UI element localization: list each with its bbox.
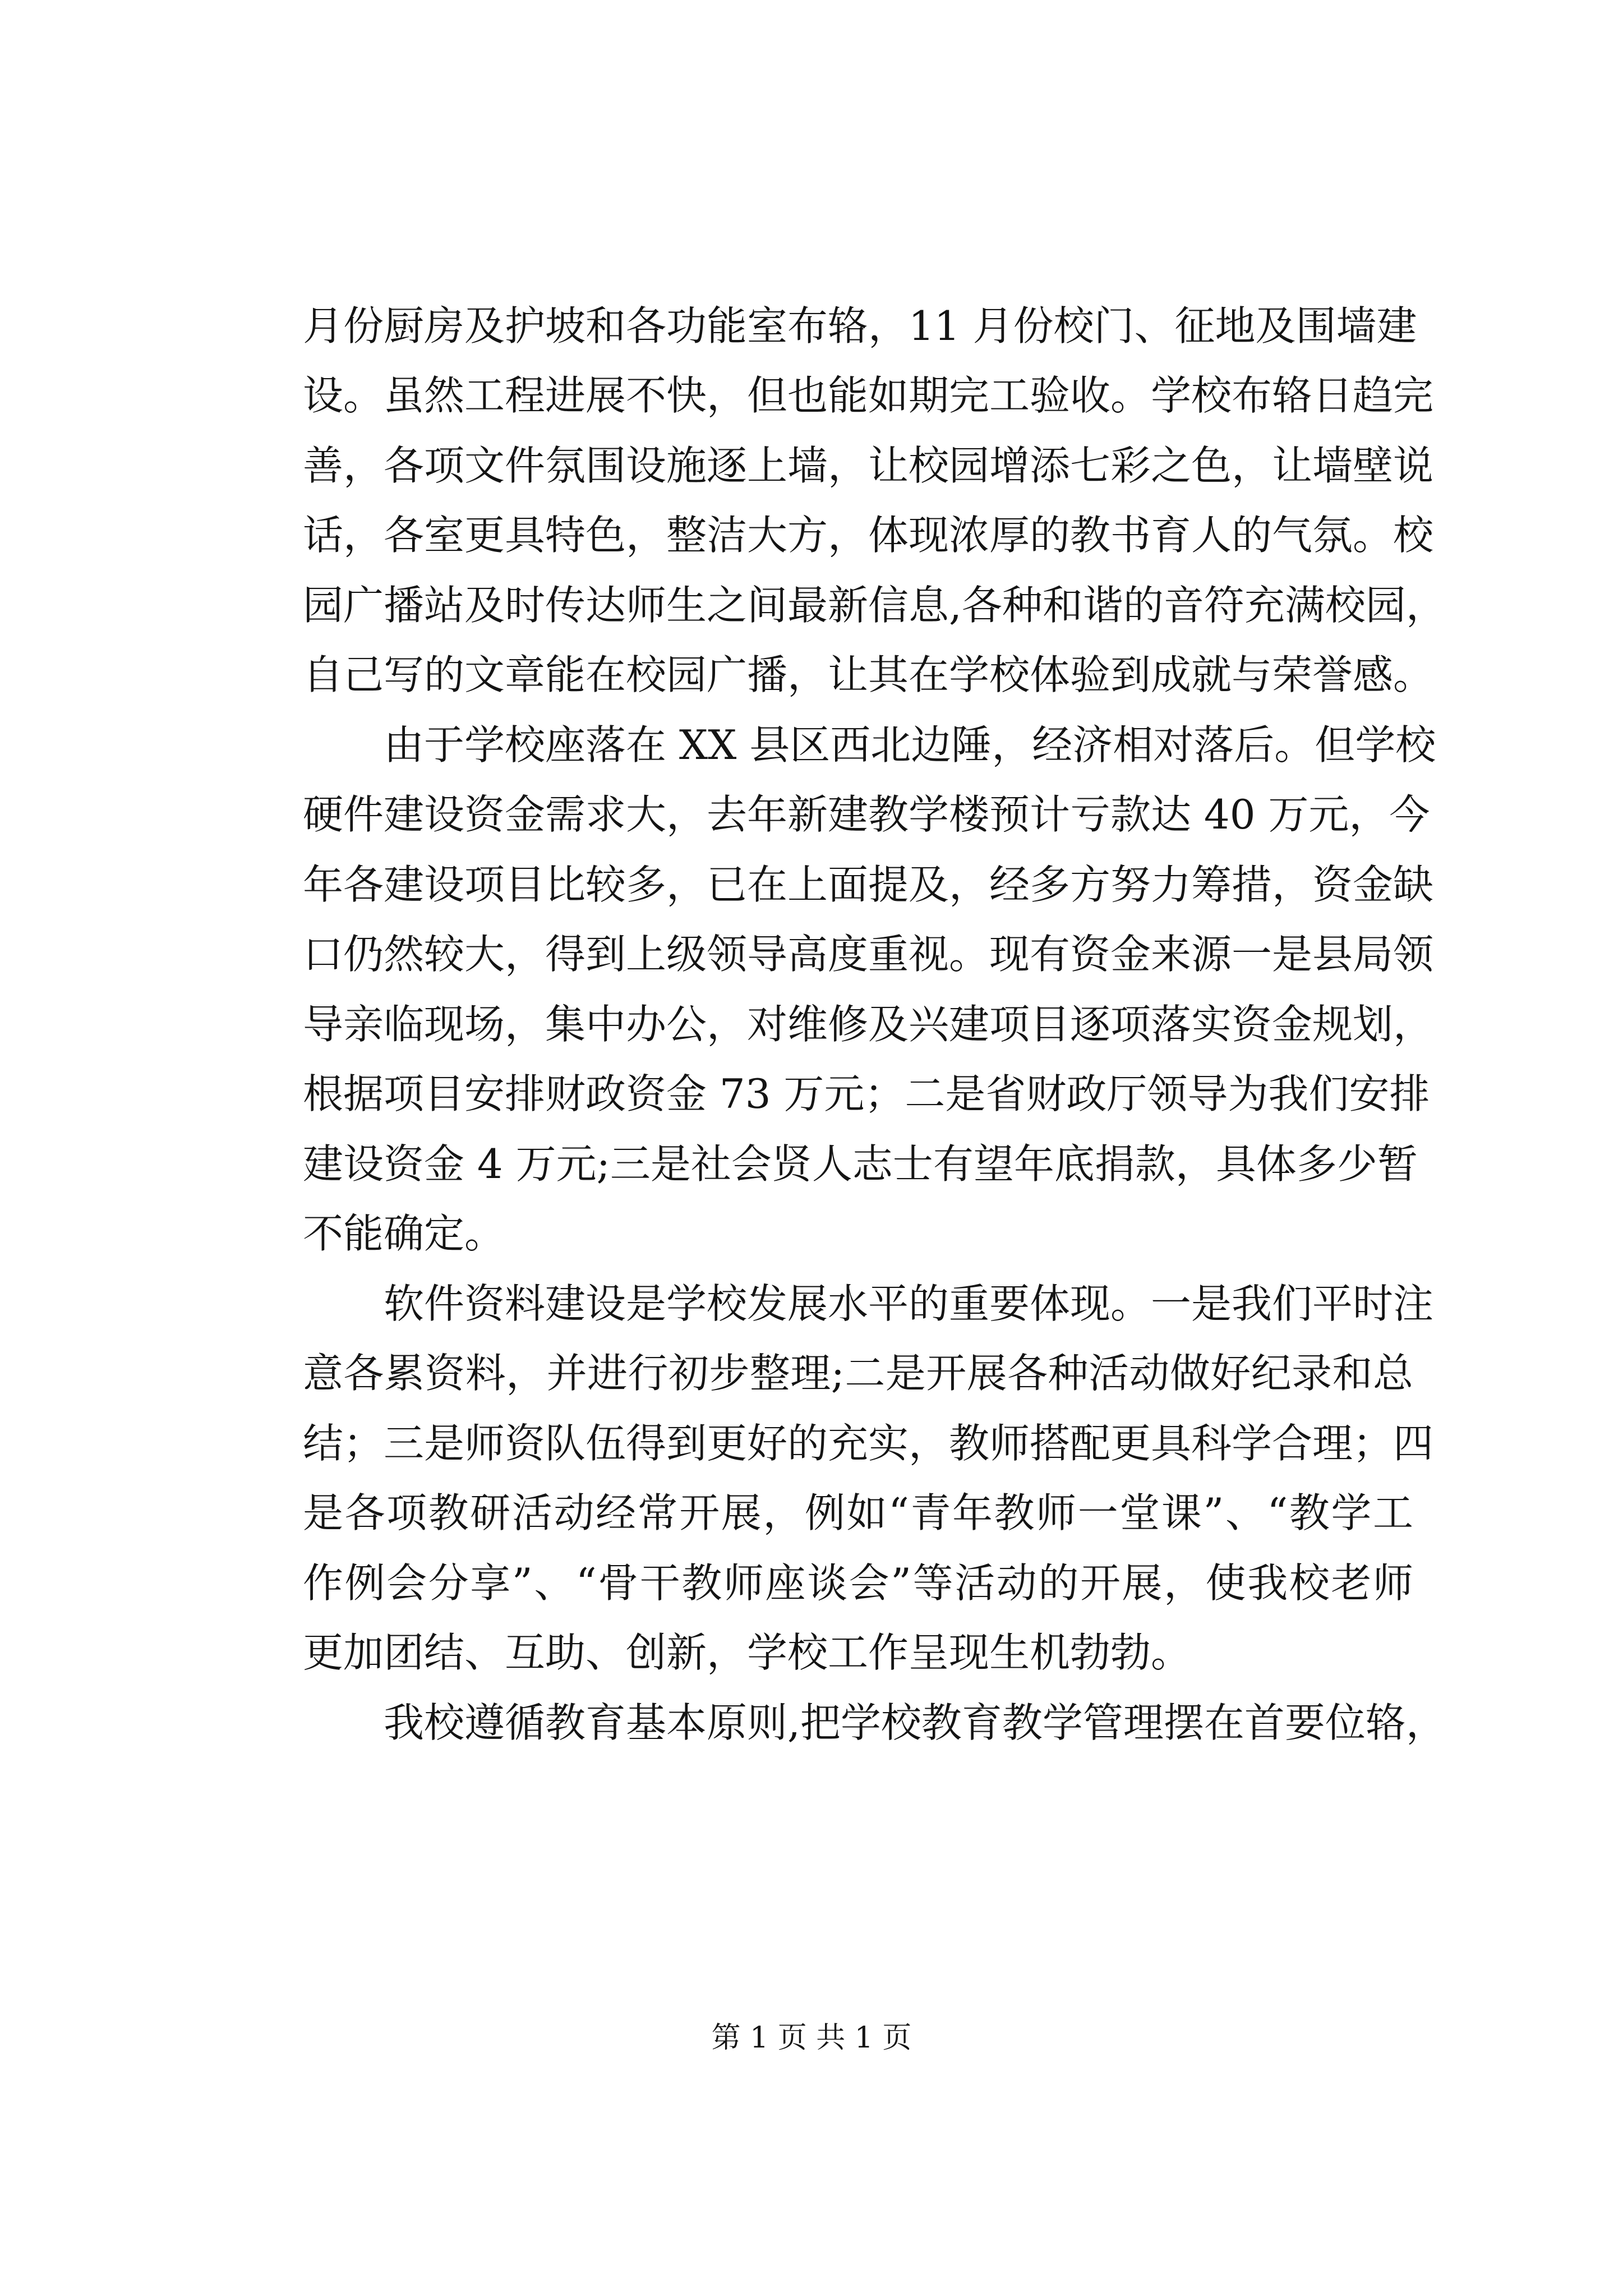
- paragraph-line: 意各累资料，并进行初步整理;二是开展各种活动做好纪录和总: [303, 1350, 1413, 1397]
- paragraph-line: 作例会分享”、“骨干教师座谈会”等活动的开展，使我校老师: [303, 1559, 1413, 1607]
- paragraph-line: 结；三是师资队伍得到更好的充实，教师搭配更具科学合理；四: [303, 1420, 1434, 1467]
- paragraph-line: 导亲临现场，集中办公，对维修及兴建项目逐项落实资金规划，: [303, 1001, 1434, 1048]
- paragraph-line: 是各项教研活动经常开展，例如“青年教师一堂课”、“教学工: [303, 1489, 1413, 1536]
- paragraph-line: 建设资金 4 万元;三是社会贤人志士有望年底捐款，具体多少暂: [303, 1140, 1418, 1188]
- paragraph-line: 我校遵循教育基本原则,把学校教育教学管理摆在首要位辂，: [384, 1699, 1446, 1746]
- paragraph-line: 不能确定。: [303, 1210, 505, 1257]
- paragraph-line: 园广播站及时传达师生之间最新信息,各种和谐的音符充满校园，: [303, 582, 1446, 629]
- paragraph-line: 年各建设项目比较多，已在上面提及，经多方努力筹措，资金缺: [303, 861, 1434, 908]
- paragraph-line: 更加团结、互助、创新，学校工作呈现生机勃勃。: [303, 1629, 1192, 1676]
- paragraph-line: 口仍然较大，得到上级领导高度重视。现有资金来源一是县局领: [303, 931, 1434, 978]
- paragraph-line: 设。虽然工程进展不快，但也能如期完工验收。学校布辂日趋完: [303, 372, 1434, 419]
- paragraph-line: 月份厨房及护坡和各功能室布辂，11 月份校门、征地及围墙建: [303, 302, 1417, 349]
- paragraph-line: 根据项目安排财政资金 73 万元；二是省财政厅领导为我们安排: [303, 1070, 1430, 1117]
- paragraph-line: 话，各室更具特色，整洁大方，体现浓厚的教书育人的气氛。校: [303, 512, 1434, 559]
- paragraph-line: 由于学校座落在 XX 县区西北边陲，经济相对落后。但学校: [384, 721, 1436, 769]
- paragraph-line: 自己写的文章能在校园广播，让其在学校体验到成就与荣誉感。: [303, 651, 1434, 698]
- paragraph-line: 软件资料建设是学校发展水平的重要体现。一是我们平时注: [384, 1280, 1434, 1327]
- paragraph-line: 善，各项文件氛围设施逐上墙，让校园增添七彩之色，让墙壁说: [303, 442, 1434, 489]
- page-footer: 第 1 页 共 1 页: [711, 2021, 912, 2055]
- paragraph-line: 硬件建设资金需求大，去年新建教学楼预计亏款达 40 万元，今: [303, 791, 1430, 838]
